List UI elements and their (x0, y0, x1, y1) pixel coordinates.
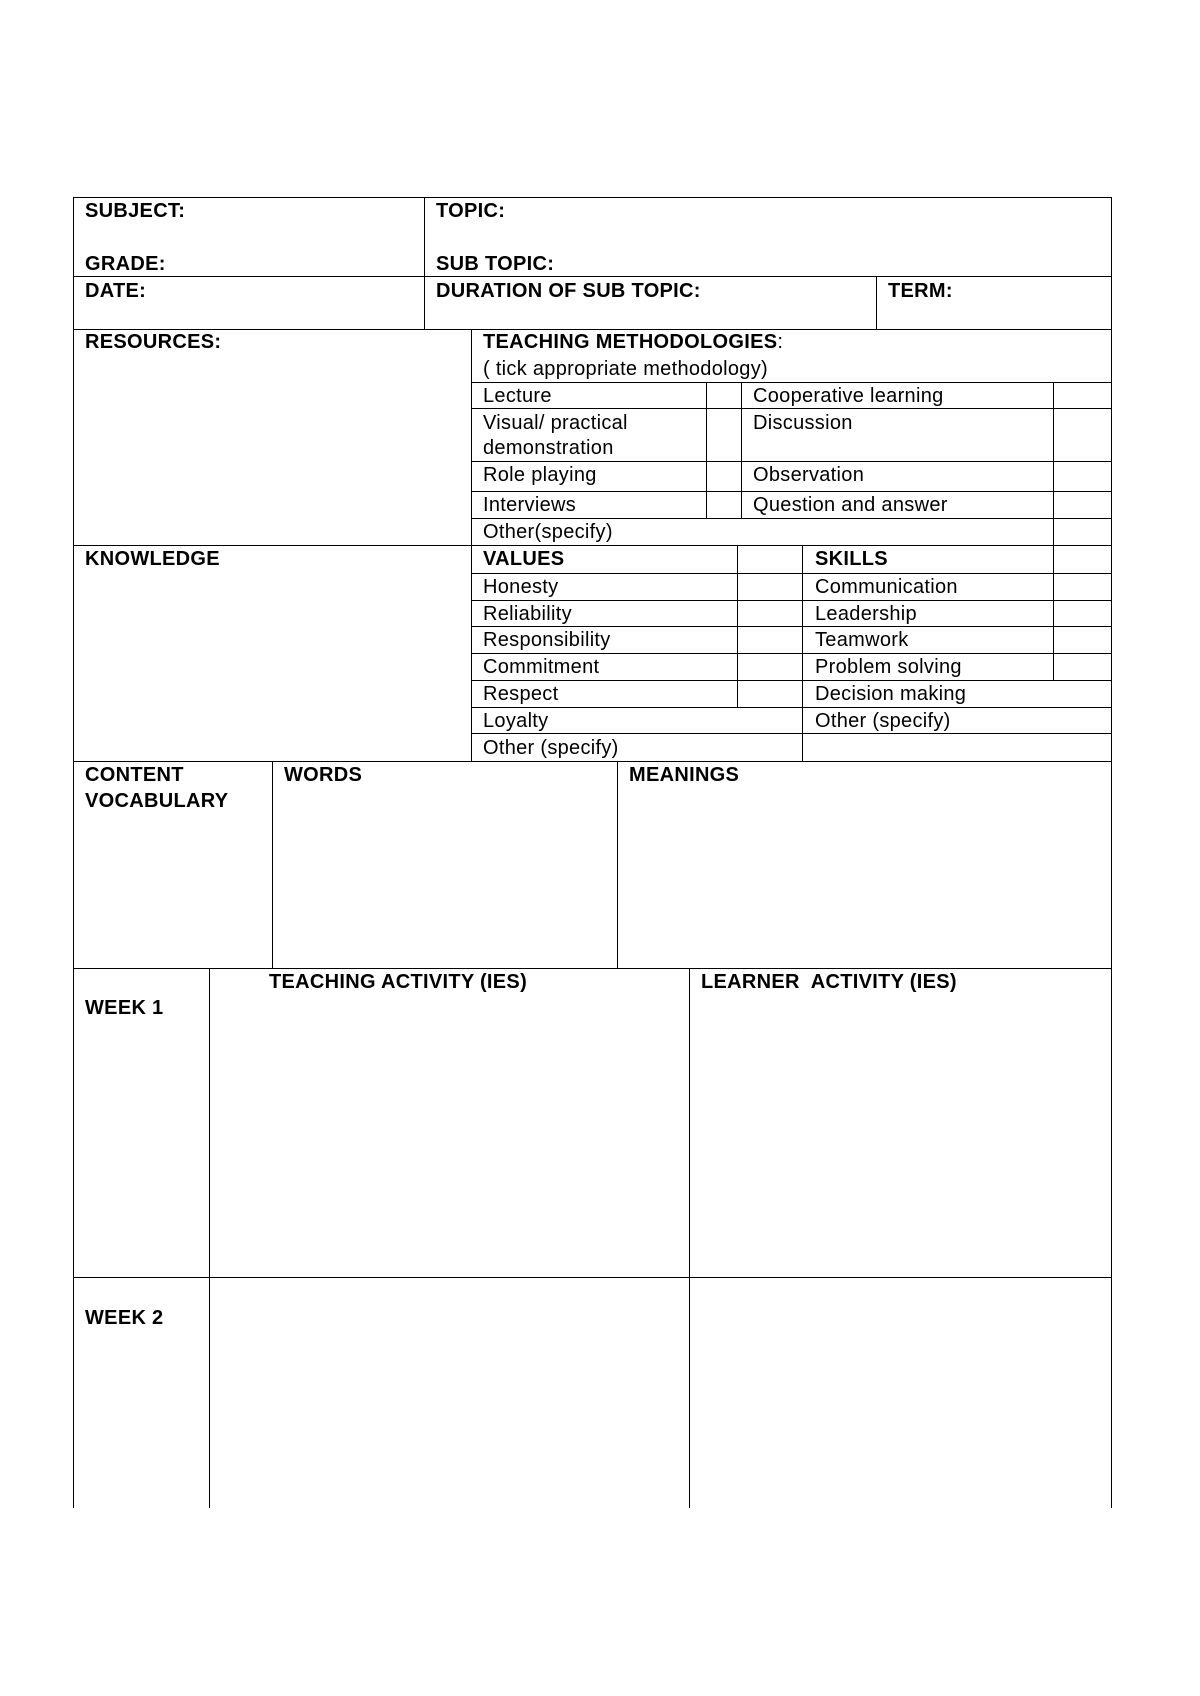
method-item: Other(specify) (483, 521, 613, 543)
skill-item: Communication (815, 576, 958, 598)
teaching-activity-label: TEACHING ACTIVITY (IES) (269, 971, 528, 993)
rule (73, 329, 1112, 330)
rule (73, 761, 1112, 762)
methodologies-title (483, 331, 783, 354)
skill-item: Decision making (815, 683, 967, 705)
skill-item: Teamwork (815, 629, 909, 651)
rule (1053, 545, 1054, 681)
methodologies-instruction: ( tick appropriate methodology) (483, 358, 768, 380)
skill-item: Problem solving (815, 656, 962, 678)
rule (472, 733, 1112, 734)
rule (73, 1277, 1112, 1278)
week-1-label: WEEK 1 (85, 997, 164, 1019)
week-2-label: WEEK 2 (85, 1307, 164, 1329)
rule (73, 545, 1112, 546)
rule (472, 707, 1112, 708)
methodologies-title-colon: : (777, 331, 784, 353)
rule (472, 680, 1112, 681)
method-item: Role playing (483, 464, 597, 486)
rule (617, 761, 618, 969)
rule (73, 197, 1112, 198)
rule (73, 968, 1112, 969)
values-title: VALUES (483, 548, 565, 570)
skills-title: SKILLS (815, 548, 888, 570)
subject-label: SUBJECT: (85, 200, 186, 222)
sub-topic-label: SUB TOPIC: (436, 253, 555, 275)
duration-label: DURATION OF SUB TOPIC: (436, 280, 701, 302)
rule (472, 518, 1112, 519)
vocabulary-label-line1: CONTENT (85, 764, 184, 786)
words-label: WORDS (284, 764, 363, 786)
knowledge-label: KNOWLEDGE (85, 548, 220, 570)
rule (73, 276, 1112, 277)
value-item: Reliability (483, 603, 572, 625)
methodologies-title-text: TEACHING METHODOLOGIES (483, 331, 778, 353)
rule (472, 573, 1112, 574)
rule (472, 600, 1112, 601)
skill-item: Leadership (815, 603, 917, 625)
rule (424, 197, 425, 330)
value-item: Other (specify) (483, 737, 619, 759)
skill-item: Other (specify) (815, 710, 951, 732)
method-item: Visual/ practical (483, 412, 628, 434)
value-item: Responsibility (483, 629, 611, 651)
grade-label: GRADE: (85, 253, 166, 275)
date-label: DATE: (85, 280, 147, 302)
method-item: Lecture (483, 385, 552, 407)
rule (472, 653, 1112, 654)
meanings-label: MEANINGS (629, 764, 740, 786)
method-item: Question and answer (753, 494, 948, 516)
rule (876, 276, 877, 330)
rule (472, 626, 1112, 627)
method-item: demonstration (483, 437, 614, 459)
value-item: Loyalty (483, 710, 549, 732)
rule (706, 382, 707, 519)
learner-activity-label: LEARNER ACTIVITY (IES) (701, 971, 957, 993)
rule (73, 197, 74, 1508)
rule (472, 408, 1112, 409)
term-label: TERM: (888, 280, 953, 302)
value-item: Honesty (483, 576, 559, 598)
rule (272, 761, 273, 969)
value-item: Respect (483, 683, 559, 705)
topic-label: TOPIC: (436, 200, 506, 222)
resources-label: RESOURCES: (85, 331, 222, 353)
rule (1111, 197, 1112, 1508)
vocabulary-label-line2: VOCABULARY (85, 790, 229, 812)
rule (802, 545, 803, 762)
rule (472, 461, 1112, 462)
rule (471, 329, 472, 762)
rule (741, 382, 742, 519)
rule (472, 382, 1112, 383)
method-item: Discussion (753, 412, 853, 434)
rule (689, 968, 690, 1508)
rule (209, 968, 210, 1508)
method-item: Observation (753, 464, 865, 486)
value-item: Commitment (483, 656, 600, 678)
method-item: Cooperative learning (753, 385, 944, 407)
rule (472, 491, 1112, 492)
rule (1053, 382, 1054, 546)
rule (737, 545, 738, 708)
method-item: Interviews (483, 494, 577, 516)
